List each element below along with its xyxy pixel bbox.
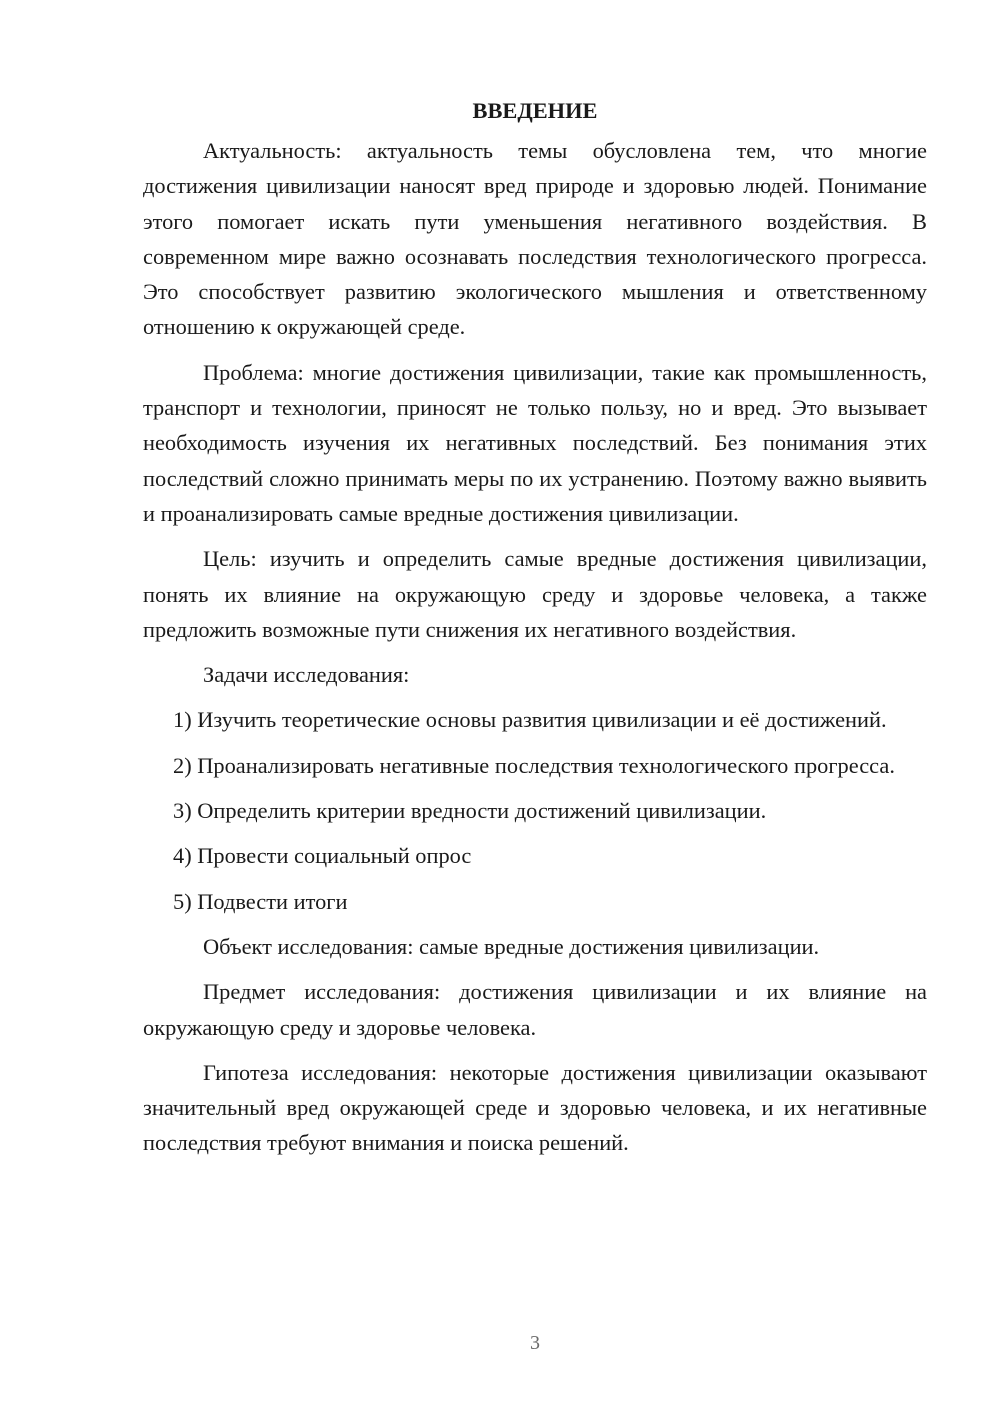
goal-paragraph: Цель: изучить и определить самые вредные достижения цивилизации, понять их влияние на окружающую среду и здоровье человека, а также предложить возможные пути снижения их негативного воздействия.: [143, 546, 927, 642]
tasks-list: [143, 702, 927, 918]
hypothesis-paragraph: Гипотеза исследования: некоторые достижения цивилизации оказывают значительный вред окружающей среде и здоровью человека, и их негативные последствия требуют внимания и поиска решений.: [143, 1059, 927, 1156]
task-item-4: 4) Провести социальный опрос: [173, 843, 472, 869]
page-number: 3: [530, 1332, 540, 1354]
subject-paragraph: Предмет исследования: достижения цивилизации и их влияние на окружающую среду и здоровье человека.: [143, 979, 927, 1040]
task-item-5: 5) Подвести итоги: [173, 888, 348, 914]
task-item-1: 1) Изучить теоретические основы развития цивилизации и её достижений.: [173, 707, 887, 733]
relevance-paragraph: Актуальность: актуальность темы обусловлена тем, что многие достижения цивилизации наносят вред природе и здоровью людей. Понимание этого помогает искать пути уменьшения негативного воздействия. В современном мире важно осознавать последствия технологического прогресса. Это способствует развитию экологического мышления и ответственному отношению к окружающей среде.: [143, 138, 927, 340]
object-paragraph: Объект исследования: самые вредные достижения цивилизации.: [203, 933, 820, 959]
document-page: [143, 96, 927, 1171]
document-title: ВВЕДЕНИЕ: [472, 98, 598, 123]
task-item-3: 3) Определить критерии вредности достижений цивилизации.: [173, 798, 767, 824]
task-item-2: 2) Проанализировать негативные последствия технологического прогресса.: [173, 752, 895, 778]
tasks-heading: Задачи исследования:: [203, 662, 410, 688]
problem-paragraph: Проблема: многие достижения цивилизации, такие как промышленность, транспорт и технологии, приносят не только пользу, но и вред. Это вызывает необходимость изучения их негативных последствий. Без понимания этих последствий сложно принимать меры по их устранению. Поэтому важно выявить и проанализировать самые вредные достижения цивилизации.: [143, 359, 927, 526]
